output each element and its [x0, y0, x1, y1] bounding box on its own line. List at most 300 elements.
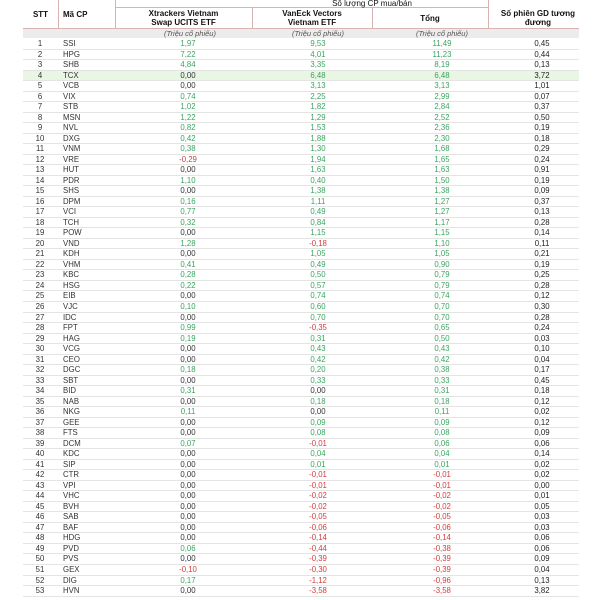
cell-total: 1,17: [434, 217, 450, 227]
cell-xtrackers: 1,10: [180, 175, 196, 185]
cell-vaneck: 0,40: [310, 175, 326, 185]
cell-stock-code: HUT: [63, 165, 80, 175]
cell-xtrackers: 0,19: [180, 333, 196, 343]
cell-total: 0,04: [434, 449, 450, 459]
cell-sessions: 0,21: [534, 249, 550, 259]
cell-stt: 38: [35, 428, 45, 438]
cell-vaneck: -0,01: [309, 470, 327, 480]
cell-stt: 44: [35, 491, 45, 501]
cell-vaneck: -0,01: [309, 438, 327, 448]
table-row: [23, 418, 579, 429]
cell-stt: 9: [37, 123, 43, 133]
cell-xtrackers: 1,97: [180, 39, 196, 48]
table-row: [23, 334, 579, 345]
cell-vaneck: 0,18: [310, 396, 326, 406]
cell-vaneck: 0,84: [310, 217, 326, 227]
cell-vaneck: 1,38: [310, 186, 326, 196]
cell-total: -0,96: [433, 575, 451, 585]
cell-sessions: 0,50: [534, 112, 550, 122]
cell-vaneck: 0,08: [310, 428, 326, 438]
cell-sessions: 0,13: [534, 575, 550, 585]
cell-stock-code: KBC: [63, 270, 80, 280]
table-row: [23, 313, 579, 324]
cell-stt: 45: [35, 501, 45, 511]
cell-vaneck: 9,53: [310, 39, 326, 48]
cell-stt: 14: [35, 175, 45, 185]
cell-stock-code: BVH: [63, 501, 80, 511]
cell-stt: 48: [35, 533, 45, 543]
cell-total: 11,23: [432, 49, 452, 59]
cell-stock-code: HVN: [63, 586, 80, 596]
cell-vaneck: 2,25: [310, 91, 326, 101]
header-vaneck: [252, 9, 372, 27]
table-row: [23, 50, 579, 61]
cell-vaneck: -0,14: [309, 533, 327, 543]
table-row: [23, 239, 579, 250]
table-row: [23, 576, 579, 587]
cell-stock-code: SSI: [63, 39, 76, 48]
cell-stock-code: SBT: [63, 375, 79, 385]
header-xtrackers-line2: Swap UCITS ETF: [151, 18, 216, 27]
cell-vaneck: 0,70: [310, 312, 326, 322]
cell-total: 1,27: [434, 207, 450, 217]
table-row: [23, 470, 579, 481]
cell-sessions: 0,02: [534, 407, 550, 417]
cell-xtrackers: 0,77: [180, 207, 196, 217]
cell-vaneck: 3,13: [310, 81, 326, 91]
header-total: Tổng: [420, 14, 440, 23]
cell-sessions: 0,14: [534, 228, 550, 238]
cell-stt: 34: [35, 386, 45, 396]
cell-xtrackers: -0,29: [179, 154, 197, 164]
table-row: [23, 355, 579, 366]
table-row: [23, 218, 579, 229]
cell-sessions: 0,30: [534, 302, 550, 311]
cell-total: 0,74: [434, 291, 450, 301]
table-row: [23, 533, 579, 544]
cell-sessions: 0,37: [534, 196, 550, 206]
cell-vaneck: -0,18: [309, 238, 327, 248]
cell-vaneck: 0,57: [310, 280, 326, 290]
cell-total: 1,65: [434, 154, 450, 164]
cell-stock-code: PDR: [63, 175, 80, 185]
table-row: [23, 365, 579, 376]
cell-vaneck: 0,20: [310, 365, 326, 375]
cell-sessions: 0,12: [534, 396, 550, 406]
cell-sessions: 0,28: [534, 280, 550, 290]
unit-total: (Triệu cổ phiếu): [416, 29, 468, 38]
cell-stt: 39: [35, 438, 45, 448]
table-row: [23, 386, 579, 397]
cell-stt: 40: [35, 449, 45, 459]
cell-total: 1,27: [434, 196, 450, 206]
table-row: [23, 323, 579, 334]
cell-stt: 53: [35, 586, 45, 596]
cell-vaneck: -0,05: [309, 512, 327, 522]
table-row: [23, 344, 579, 355]
cell-xtrackers: 0,17: [180, 575, 196, 585]
cell-xtrackers: 0,06: [180, 543, 196, 553]
cell-vaneck: 0,60: [310, 302, 326, 311]
cell-vaneck: 0,00: [310, 407, 326, 417]
cell-total: 0,42: [434, 354, 450, 364]
cell-total: 0,43: [434, 344, 450, 354]
cell-stock-code: VNM: [63, 144, 81, 154]
cell-xtrackers: 0,00: [180, 249, 196, 259]
cell-stt: 42: [35, 470, 45, 480]
cell-xtrackers: 1,02: [180, 102, 196, 112]
cell-stt: 41: [35, 459, 45, 469]
cell-stock-code: HDG: [63, 533, 81, 543]
cell-stock-code: GEE: [63, 417, 80, 427]
table-row: [23, 449, 579, 460]
cell-stock-code: MSN: [63, 112, 81, 122]
cell-stock-code: SHS: [63, 186, 80, 196]
cell-xtrackers: 0,00: [180, 533, 196, 543]
cell-stt: 8: [37, 112, 43, 122]
cell-total: 0,90: [434, 259, 450, 269]
cell-vaneck: -0,06: [309, 522, 327, 532]
cell-stock-code: NVL: [63, 123, 79, 133]
cell-total: 0,38: [434, 365, 450, 375]
cell-vaneck: 1,82: [310, 102, 326, 112]
cell-stt: 1: [37, 39, 43, 48]
cell-sessions: 0,91: [534, 165, 550, 175]
cell-xtrackers: 4,84: [180, 60, 196, 70]
cell-stock-code: TCX: [63, 70, 79, 80]
cell-stock-code: SHB: [63, 60, 80, 70]
cell-stock-code: VCB: [63, 81, 80, 91]
cell-sessions: 0,19: [534, 259, 550, 269]
cell-stock-code: FTS: [63, 428, 78, 438]
cell-total: 0,09: [434, 417, 450, 427]
table-row: [23, 176, 579, 187]
cell-sessions: 0,07: [534, 91, 550, 101]
cell-stock-code: VCG: [63, 344, 80, 354]
cell-sessions: 0,28: [534, 217, 550, 227]
cell-xtrackers: 0,10: [180, 302, 196, 311]
cell-xtrackers: 0,00: [180, 228, 196, 238]
cell-stt: 7: [37, 102, 43, 112]
cell-total: -0,39: [433, 565, 451, 574]
table-row: [23, 481, 579, 492]
cell-stt: 18: [35, 217, 45, 227]
table-row: [23, 554, 579, 565]
table-row: [23, 460, 579, 471]
cell-xtrackers: 0,00: [180, 470, 196, 480]
cell-stt: 26: [35, 302, 45, 311]
cell-sessions: 0,09: [534, 428, 550, 438]
cell-total: 0,11: [434, 407, 450, 417]
cell-vaneck: 0,42: [310, 354, 326, 364]
table-row: [23, 197, 579, 208]
cell-sessions: 3,72: [534, 70, 550, 80]
table-row: [23, 586, 579, 597]
cell-xtrackers: 0,99: [180, 323, 196, 333]
cell-stt: 37: [35, 417, 45, 427]
cell-vaneck: -3,58: [309, 586, 327, 596]
cell-stt: 10: [35, 133, 45, 143]
cell-stock-code: SAB: [63, 512, 79, 522]
cell-total: 1,63: [434, 165, 450, 175]
cell-xtrackers: 0,00: [180, 512, 196, 522]
cell-stt: 29: [35, 333, 45, 343]
table-row: [23, 397, 579, 408]
cell-xtrackers: 1,28: [180, 238, 196, 248]
cell-stock-code: DIG: [63, 575, 77, 585]
cell-stock-code: CTR: [63, 470, 80, 480]
cell-stt: 32: [35, 365, 45, 375]
header-stt: STT: [32, 10, 49, 19]
cell-sessions: 0,11: [534, 238, 550, 248]
cell-xtrackers: -0,10: [179, 565, 197, 574]
cell-vaneck: 0,09: [310, 417, 326, 427]
cell-xtrackers: 0,00: [180, 522, 196, 532]
cell-stock-code: HSG: [63, 280, 80, 290]
cell-stock-code: HAG: [63, 333, 80, 343]
cell-xtrackers: 0,18: [180, 365, 196, 375]
cell-stock-code: VPI: [63, 480, 76, 490]
cell-sessions: 0,12: [534, 417, 550, 427]
cell-stock-code: NKG: [63, 407, 80, 417]
table-row: [23, 186, 579, 197]
cell-xtrackers: 0,16: [180, 196, 196, 206]
header-vaneck-line1: VanEck Vectors: [282, 9, 342, 18]
cell-sessions: 0,09: [534, 186, 550, 196]
table-row: [23, 376, 579, 387]
cell-vaneck: 0,00: [310, 386, 326, 396]
cell-total: 1,68: [434, 144, 450, 154]
cell-xtrackers: 0,00: [180, 375, 196, 385]
cell-vaneck: 1,29: [310, 112, 326, 122]
cell-total: 0,06: [434, 438, 450, 448]
cell-stt: 50: [35, 554, 45, 564]
cell-total: 1,38: [434, 186, 450, 196]
cell-xtrackers: 0,00: [180, 480, 196, 490]
cell-stt: 52: [35, 575, 45, 585]
cell-stock-code: DXG: [63, 133, 80, 143]
cell-total: 2,99: [434, 91, 450, 101]
table-row: [23, 523, 579, 534]
unit-vaneck: (Triệu cổ phiếu): [292, 29, 344, 38]
cell-sessions: 0,24: [534, 323, 550, 333]
cell-stock-code: BID: [63, 386, 76, 396]
cell-xtrackers: 0,00: [180, 396, 196, 406]
cell-xtrackers: 0,00: [180, 354, 196, 364]
cell-vaneck: 1,15: [310, 228, 326, 238]
cell-total: 0,08: [434, 428, 450, 438]
cell-sessions: 0,09: [534, 554, 550, 564]
header-xtrackers-line1: Xtrackers Vietnam: [148, 9, 219, 18]
cell-sessions: 0,14: [534, 449, 550, 459]
cell-sessions: 0,24: [534, 154, 550, 164]
cell-total: 0,70: [434, 302, 450, 311]
header-xtrackers: [115, 9, 252, 27]
cell-xtrackers: 0,00: [180, 491, 196, 501]
cell-xtrackers: 0,28: [180, 270, 196, 280]
cell-vaneck: -0,30: [309, 565, 327, 574]
table-row: [23, 228, 579, 239]
cell-stt: 28: [35, 323, 45, 333]
cell-sessions: 0,29: [534, 144, 550, 154]
header-sessions: Số phiên GD tương đương: [500, 9, 576, 27]
cell-stock-code: VIX: [63, 91, 76, 101]
cell-vaneck: 1,30: [310, 144, 326, 154]
cell-stt: 13: [35, 165, 45, 175]
cell-sessions: 0,18: [534, 386, 550, 396]
cell-stt: 49: [35, 543, 45, 553]
table-row: [23, 134, 579, 145]
cell-xtrackers: 0,00: [180, 165, 196, 175]
table-row: [23, 302, 579, 313]
table-row: [23, 291, 579, 302]
cell-total: -0,05: [433, 512, 451, 522]
table-row: [23, 249, 579, 260]
cell-total: 0,33: [434, 375, 450, 385]
cell-vaneck: 0,49: [310, 207, 326, 217]
cell-sessions: 0,06: [534, 438, 550, 448]
cell-stock-code: TCH: [63, 217, 80, 227]
cell-xtrackers: 0,32: [180, 217, 196, 227]
cell-sessions: 0,03: [534, 522, 550, 532]
cell-vaneck: 1,05: [310, 249, 326, 259]
cell-xtrackers: 0,07: [180, 438, 196, 448]
cell-sessions: 0,02: [534, 470, 550, 480]
cell-stock-code: EIB: [63, 291, 76, 301]
cell-sessions: 0,02: [534, 459, 550, 469]
cell-xtrackers: 0,41: [180, 259, 196, 269]
cell-total: -0,39: [433, 554, 451, 564]
cell-sessions: 0,03: [534, 512, 550, 522]
cell-sessions: 0,10: [534, 344, 550, 354]
cell-sessions: 0,03: [534, 333, 550, 343]
cell-vaneck: 1,53: [310, 123, 326, 133]
cell-stock-code: VND: [63, 238, 80, 248]
cell-xtrackers: 0,00: [180, 344, 196, 354]
cell-total: -0,02: [433, 491, 451, 501]
cell-sessions: 0,13: [534, 60, 550, 70]
cell-sessions: 0,37: [534, 102, 550, 112]
cell-sessions: 1,01: [534, 81, 550, 91]
cell-vaneck: 1,63: [310, 165, 326, 175]
cell-total: 3,13: [434, 81, 450, 91]
cell-sessions: 0,18: [534, 133, 550, 143]
cell-total: 0,65: [434, 323, 450, 333]
cell-sessions: 0,06: [534, 533, 550, 543]
cell-vaneck: 0,33: [310, 375, 326, 385]
cell-total: 0,18: [434, 396, 450, 406]
cell-xtrackers: 0,22: [180, 280, 196, 290]
cell-vaneck: 6,48: [310, 70, 326, 80]
cell-stt: 35: [35, 396, 45, 406]
cell-stock-code: CEO: [63, 354, 80, 364]
cell-sessions: 0,01: [534, 491, 550, 501]
cell-sessions: 0,12: [534, 291, 550, 301]
cell-stock-code: POW: [63, 228, 82, 238]
cell-vaneck: 0,49: [310, 259, 326, 269]
cell-stock-code: BAF: [63, 522, 79, 532]
table-row: [23, 71, 579, 82]
cell-stt: 30: [35, 344, 45, 354]
cell-stt: 51: [35, 565, 45, 574]
table-row: [23, 512, 579, 523]
cell-stt: 19: [35, 228, 45, 238]
table-row: [23, 502, 579, 513]
cell-xtrackers: 0,00: [180, 449, 196, 459]
cell-xtrackers: 0,00: [180, 554, 196, 564]
cell-sessions: 0,13: [534, 207, 550, 217]
cell-stock-code: VHM: [63, 259, 81, 269]
cell-stock-code: KDH: [63, 249, 80, 259]
table-row: [23, 165, 579, 176]
table-row: [23, 155, 579, 166]
cell-total: 1,10: [434, 238, 450, 248]
cell-xtrackers: 0,00: [180, 291, 196, 301]
cell-xtrackers: 1,22: [180, 112, 196, 122]
cell-stt: 17: [35, 207, 45, 217]
cell-total: 2,30: [434, 133, 450, 143]
cell-total: 1,05: [434, 249, 450, 259]
table-row: [23, 270, 579, 281]
table-row: [23, 123, 579, 134]
cell-stt: 31: [35, 354, 45, 364]
cell-sessions: 0,45: [534, 39, 550, 48]
cell-stock-code: STB: [63, 102, 79, 112]
cell-stt: 15: [35, 186, 45, 196]
cell-xtrackers: 0,00: [180, 501, 196, 511]
table-row: [23, 102, 579, 113]
cell-stt: 43: [35, 480, 45, 490]
cell-vaneck: 1,11: [310, 196, 326, 206]
cell-sessions: 0,19: [534, 123, 550, 133]
cell-xtrackers: 0,38: [180, 144, 196, 154]
cell-total: -0,06: [433, 522, 451, 532]
cell-sessions: 0,06: [534, 543, 550, 553]
cell-xtrackers: 0,00: [180, 186, 196, 196]
table-row: [23, 113, 579, 124]
cell-xtrackers: 0,00: [180, 459, 196, 469]
header-divider: [58, 0, 59, 28]
cell-xtrackers: 0,00: [180, 70, 196, 80]
cell-sessions: 0,45: [534, 375, 550, 385]
cell-xtrackers: 0,00: [180, 428, 196, 438]
cell-sessions: 0,04: [534, 565, 550, 574]
cell-xtrackers: 0,00: [180, 81, 196, 91]
cell-stock-code: VCI: [63, 207, 76, 217]
cell-total: 0,79: [434, 270, 450, 280]
table-row: [23, 60, 579, 71]
cell-total: 0,31: [434, 386, 450, 396]
cell-stt: 20: [35, 238, 45, 248]
cell-vaneck: -0,01: [309, 480, 327, 490]
cell-stock-code: HPG: [63, 49, 80, 59]
cell-stt: 4: [37, 70, 43, 80]
cell-stt: 5: [37, 81, 43, 91]
cell-total: -0,01: [433, 470, 451, 480]
cell-xtrackers: 0,00: [180, 417, 196, 427]
cell-vaneck: 0,50: [310, 270, 326, 280]
cell-vaneck: 0,74: [310, 291, 326, 301]
cell-sessions: 0,44: [534, 49, 550, 59]
cell-sessions: 3,82: [534, 586, 550, 596]
cell-stt: 46: [35, 512, 45, 522]
cell-vaneck: -0,35: [309, 323, 327, 333]
table-row: [23, 439, 579, 450]
cell-xtrackers: 0,31: [180, 386, 196, 396]
cell-sessions: 0,25: [534, 270, 550, 280]
header-group: Số lượng CP mua/bán: [332, 0, 412, 8]
cell-stock-code: GEX: [63, 565, 80, 574]
